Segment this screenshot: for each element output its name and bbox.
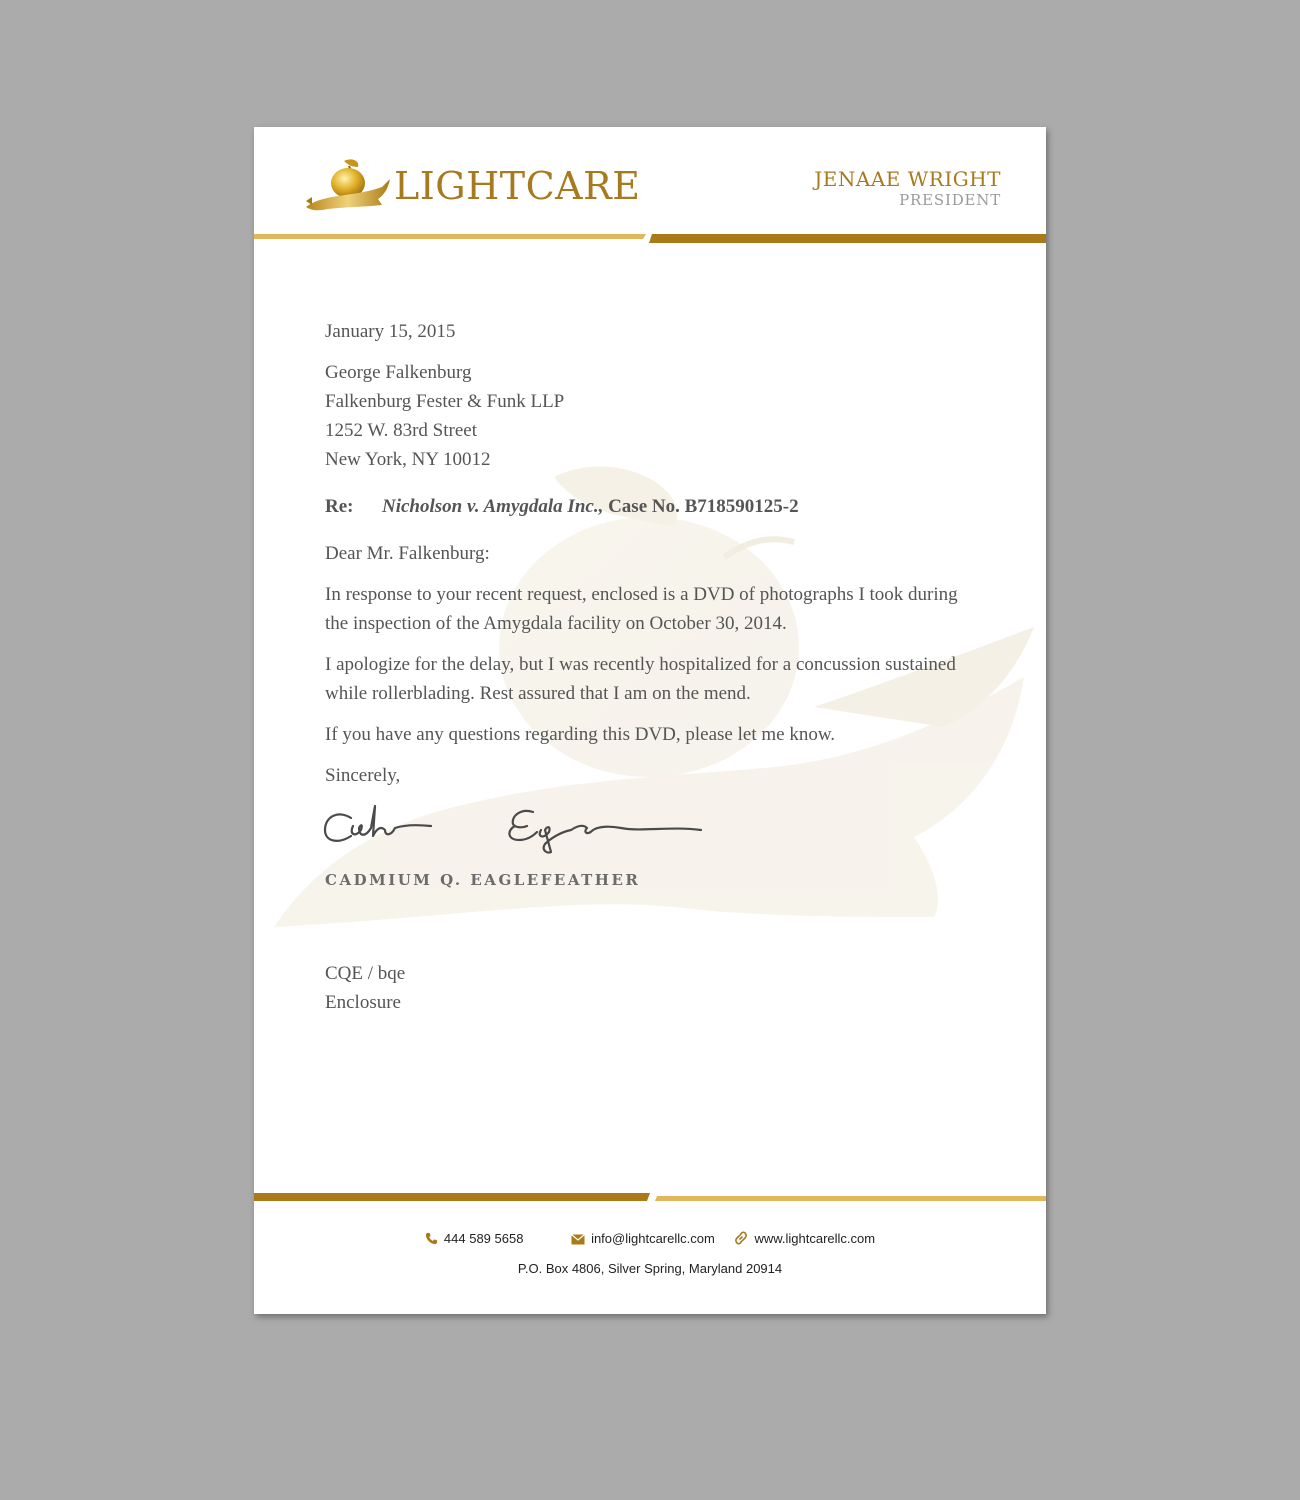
brand-name: LIGHTCARE [394,164,641,208]
email-address: info@lightcarellc.com [591,1231,715,1247]
recipient-city: New York, NY 10012 [325,449,491,470]
subject-label: Re: [325,496,354,517]
letterhead-page [254,127,1046,1314]
header-divider [254,233,1046,243]
enclosure-note: Enclosure [325,992,401,1013]
letter-body [325,317,975,1017]
case-number: Case No. B718590125-2 [608,496,799,517]
sender-title: PRESIDENT [899,191,1001,209]
recipient-street: 1252 W. 83rd Street [325,420,477,441]
salutation: Dear Mr. Falkenburg: [325,543,490,564]
recipient-address [325,358,975,474]
paragraph-2: I apologize for the delay, but I was recently hospitalized for a concussion sustained while rollerblading. Rest assured that I am on the mend. [325,654,956,704]
recipient-company: Falkenburg Fester & Funk LLP [325,391,565,412]
letter-date: January 15, 2015 [325,321,456,342]
footer-phone[interactable] [425,1231,524,1246]
link-icon [734,1231,748,1245]
phone-icon [425,1232,438,1245]
website-url: www.lightcarellc.com [754,1231,876,1247]
footer-divider [254,1193,1046,1203]
handwritten-signature [321,796,721,856]
footer-email[interactable] [571,1231,715,1246]
apple-ribbon-logo-icon [304,157,394,215]
footer-address: P.O. Box 4806, Silver Spring, Maryland 20914 [517,1261,783,1276]
recipient-name: George Falkenburg [325,362,472,383]
case-name: Nicholson v. Amygdala Inc., [382,496,604,517]
signer-name: CADMIUM Q. EAGLEFEATHER [325,871,641,889]
envelope-icon [571,1234,585,1245]
closing: Sincerely, [325,765,401,786]
footer-website[interactable] [734,1231,875,1246]
footer-contacts [254,1230,1046,1246]
reference-initials: CQE / bqe [325,963,406,984]
paragraph-1: In response to your recent request, enclosed is a DVD of photographs I took during the inspection of the Amygdala facility on October 30, 2014. [325,584,958,634]
subject-line [325,492,975,521]
phone-number: 444 589 5658 [443,1231,524,1247]
paragraph-3: If you have any questions regarding this DVD, please let me know. [325,724,836,745]
sender-name: JENAAE WRIGHT [814,167,1001,191]
